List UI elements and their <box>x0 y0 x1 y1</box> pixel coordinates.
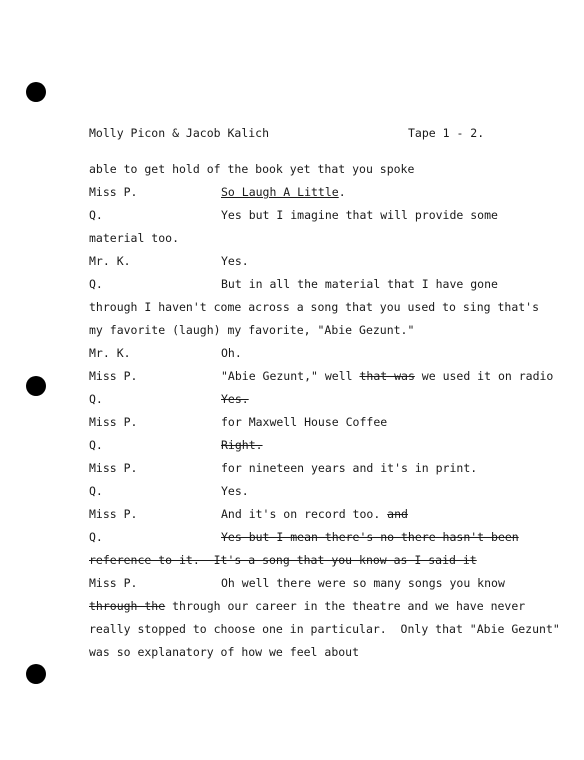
text-fragment: through our career in the theatre and we have never <box>165 599 526 613</box>
binder-hole-top <box>26 82 46 102</box>
speaker-label: Miss P. <box>89 185 138 199</box>
text-fragment: Right. <box>221 438 263 452</box>
speaker-label: Q. <box>89 208 103 222</box>
continuation-line <box>89 599 525 613</box>
text-fragment: And it's on record too. <box>221 507 388 521</box>
continuation-line: really stopped to choose one in particular. Only that "Abie Gezunt" <box>89 622 560 636</box>
text-fragment: "Abie Gezunt," well <box>221 369 360 383</box>
continuation-line: through I haven't come across a song that you used to sing that's <box>89 300 540 314</box>
utterance-text <box>221 208 498 222</box>
text-fragment: Yes but I imagine that will provide some <box>221 208 498 222</box>
text-fragment: Yes. <box>221 254 249 268</box>
text-fragment: So Laugh A Little <box>221 185 339 199</box>
utterance-text <box>221 507 408 521</box>
text-fragment: through the <box>89 599 166 613</box>
text-fragment: . <box>338 185 346 199</box>
speaker-label: Miss P. <box>89 369 138 383</box>
text-fragment: that was <box>359 369 415 383</box>
text-fragment: Oh well there were so many songs you know <box>221 576 505 590</box>
continuation-line: was so explanatory of how we feel about <box>89 645 360 659</box>
utterance-text <box>221 369 553 383</box>
utterance-text <box>221 392 249 406</box>
speaker-label: Miss P. <box>89 576 138 590</box>
text-fragment: for nineteen years and it's in print. <box>221 461 478 475</box>
continuation-line: able to get hold of the book yet that you spoke <box>89 162 415 176</box>
utterance-text <box>221 185 346 199</box>
utterance-text <box>221 530 519 544</box>
header-tape: Tape 1 - 2. <box>408 126 485 140</box>
binder-hole-middle <box>26 376 46 396</box>
text-fragment: Yes. <box>221 484 249 498</box>
speaker-label: Mr. K. <box>89 254 131 268</box>
speaker-label: Miss P. <box>89 507 138 521</box>
text-fragment: for Maxwell House Coffee <box>221 415 388 429</box>
utterance-text <box>221 438 263 452</box>
speaker-label: Miss P. <box>89 415 138 429</box>
utterance-text <box>221 461 477 475</box>
utterance-text <box>221 415 387 429</box>
utterance-text <box>221 254 249 268</box>
speaker-label: Q. <box>89 530 103 544</box>
text-fragment: Oh. <box>221 346 242 360</box>
continuation-line: material too. <box>89 231 180 245</box>
speaker-label: Q. <box>89 277 103 291</box>
utterance-text <box>221 277 498 291</box>
text-fragment: Yes but I mean there's no there hasn't been <box>221 530 519 544</box>
text-fragment: we used it on radio <box>414 369 554 383</box>
text-fragment: and <box>387 507 408 521</box>
continuation-line <box>89 553 477 567</box>
utterance-text <box>221 346 242 360</box>
utterance-text <box>221 484 249 498</box>
header-names: Molly Picon & Jacob Kalich <box>89 126 270 140</box>
speaker-label: Q. <box>89 438 103 452</box>
speaker-label: Q. <box>89 392 103 406</box>
continuation-line: my favorite (laugh) my favorite, "Abie Gezunt." <box>89 323 415 337</box>
speaker-label: Q. <box>89 484 103 498</box>
text-fragment: But in all the material that I have gone <box>221 277 498 291</box>
utterance-text <box>221 576 505 590</box>
text-fragment: reference to it. It's a song that you know as I said it <box>89 553 477 567</box>
speaker-label: Mr. K. <box>89 346 131 360</box>
binder-hole-bottom <box>26 664 46 684</box>
text-fragment: Yes. <box>221 392 249 406</box>
speaker-label: Miss P. <box>89 461 138 475</box>
